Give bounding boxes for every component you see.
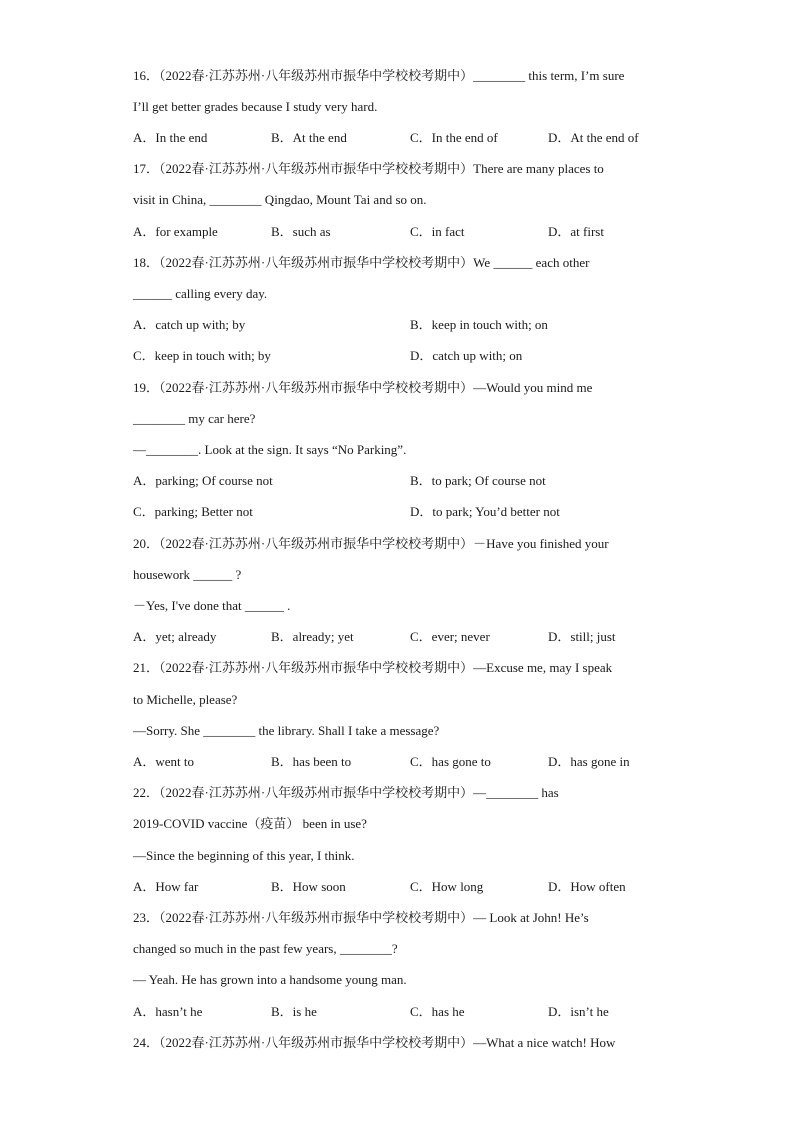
question-21-line-1: 21．（2022春·江苏苏州·八年级苏州市振华中学校校考期中）—Excuse me, may I speak [133, 660, 613, 675]
question-21-option-b[interactable]: B．has been to [271, 754, 352, 769]
question-18-option-c[interactable]: C．keep in touch with; by [133, 348, 271, 363]
question-22-option-d[interactable]: D．How often [548, 879, 626, 894]
question-23-line-3: — Yeah. He has grown into a handsome young man. [133, 972, 407, 987]
question-23-option-a[interactable]: A．hasn’t he [133, 1004, 203, 1019]
question-16-line-1: 16．（2022春·江苏苏州·八年级苏州市振华中学校校考期中）________ this term, I’m sure [133, 68, 625, 83]
question-19-option-b[interactable]: B．to park; Of course not [410, 473, 546, 488]
question-20-option-a[interactable]: A．yet; already [133, 629, 217, 644]
question-17-option-a[interactable]: A．for example [133, 224, 218, 239]
question-18-option-b[interactable]: B．keep in touch with; on [410, 317, 548, 332]
question-21-option-c[interactable]: C．has gone to [410, 754, 491, 769]
question-20-option-d[interactable]: D．still; just [548, 629, 616, 644]
question-22-line-3: —Since the beginning of this year, I think. [133, 848, 355, 863]
question-23-line-1: 23．（2022春·江苏苏州·八年级苏州市振华中学校校考期中）— Look at John! He’s [133, 910, 589, 925]
question-20-option-b[interactable]: B．already; yet [271, 629, 354, 644]
question-21-line-2: to Michelle, please? [133, 692, 238, 707]
question-22-option-c[interactable]: C．How long [410, 879, 484, 894]
question-19-option-d[interactable]: D．to park; You’d better not [410, 504, 560, 519]
question-19-option-c[interactable]: C．parking; Better not [133, 504, 253, 519]
question-16-option-a[interactable]: A．In the end [133, 130, 208, 145]
question-19-option-a[interactable]: A．parking; Of course not [133, 473, 273, 488]
question-22-line-1: 22．（2022春·江苏苏州·八年级苏州市振华中学校校考期中）—________ has [133, 785, 559, 800]
question-17-line-2: visit in China, ________ Qingdao, Mount Tai and so on. [133, 192, 427, 207]
question-22-option-a[interactable]: A．How far [133, 879, 199, 894]
question-23-option-c[interactable]: C．has he [410, 1004, 465, 1019]
question-21-option-a[interactable]: A．went to [133, 754, 195, 769]
question-21-option-d[interactable]: D．has gone in [548, 754, 630, 769]
question-17-line-1: 17．（2022春·江苏苏州·八年级苏州市振华中学校校考期中）There are many places to [133, 161, 604, 176]
question-20-line-2: housework ______ ? [133, 567, 242, 582]
question-22-line-2: 2019-COVID vaccine（疫苗） been in use? [133, 816, 367, 831]
question-22-option-b[interactable]: B．How soon [271, 879, 346, 894]
question-17-option-b[interactable]: B．such as [271, 224, 331, 239]
question-19-line-1: 19．（2022春·江苏苏州·八年级苏州市振华中学校校考期中）—Would you mind me [133, 380, 593, 395]
question-20-line-1: 20．（2022春·江苏苏州·八年级苏州市振华中学校校考期中）－Have you finished your [133, 536, 609, 551]
question-17-option-d[interactable]: D．at first [548, 224, 604, 239]
question-16-option-b[interactable]: B．At the end [271, 130, 347, 145]
question-17-option-c[interactable]: C．in fact [410, 224, 465, 239]
question-18-option-d[interactable]: D．catch up with; on [410, 348, 523, 363]
question-19-line-2: ________ my car here? [133, 411, 256, 426]
question-23-line-2: changed so much in the past few years, ________? [133, 941, 398, 956]
question-21-line-3: —Sorry. She ________ the library. Shall I take a message? [133, 723, 440, 738]
question-24-line-1: 24．（2022春·江苏苏州·八年级苏州市振华中学校校考期中）—What a nice watch! How [133, 1035, 616, 1050]
question-19-line-3: —________. Look at the sign. It says “No Parking”. [133, 442, 407, 457]
question-16-option-c[interactable]: C．In the end of [410, 130, 498, 145]
question-18-option-a[interactable]: A．catch up with; by [133, 317, 246, 332]
question-23-option-d[interactable]: D．isn’t he [548, 1004, 609, 1019]
question-20-option-c[interactable]: C．ever; never [410, 629, 490, 644]
question-16-option-d[interactable]: D．At the end of [548, 130, 639, 145]
question-23-option-b[interactable]: B．is he [271, 1004, 317, 1019]
question-16-line-2: I’ll get better grades because I study very hard. [133, 99, 378, 114]
question-18-line-2: ______ calling every day. [133, 286, 268, 301]
question-18-line-1: 18．（2022春·江苏苏州·八年级苏州市振华中学校校考期中）We ______ each other [133, 255, 590, 270]
question-20-line-3: －Yes, I've done that ______ . [133, 598, 291, 613]
